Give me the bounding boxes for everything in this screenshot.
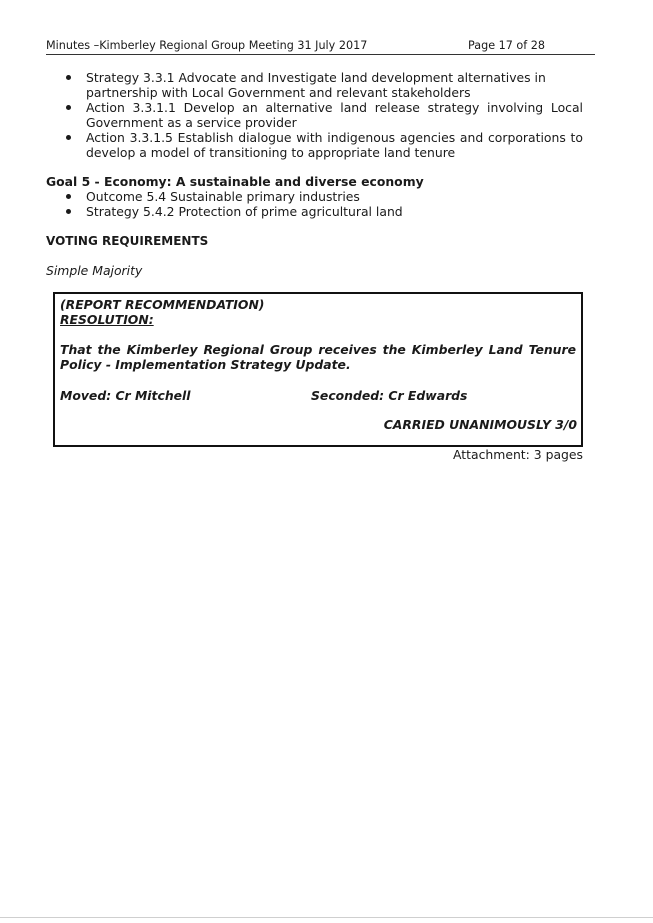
- list-item: [86, 100, 583, 130]
- header-title: Minutes –Kimberley Regional Group Meeting 31 July 2017: [46, 39, 368, 52]
- header-page-number: Page 17 of 28: [468, 39, 546, 52]
- resolution-label: RESOLUTION:: [60, 312, 154, 327]
- report-recommendation-label: (REPORT RECOMMENDATION): [60, 297, 265, 312]
- voting-requirements-heading: VOTING REQUIREMENTS: [46, 234, 209, 248]
- list-item: [86, 70, 583, 100]
- list-item-text: Action 3.3.1.5 Establish dialogue with indigenous agencies and corporations to develop a model of transitioning to appropriate land tenure: [86, 130, 583, 160]
- seconded-by: Seconded: Cr Edwards: [311, 388, 468, 403]
- voting-requirement-value: Simple Majority: [46, 263, 143, 278]
- list-item: [86, 189, 583, 204]
- list-item: [86, 130, 583, 160]
- attachment-note: Attachment: 3 pages: [453, 447, 583, 462]
- page-bottom-divider: [0, 917, 653, 918]
- resolution-text: That the Kimberley Regional Group receives the Kimberley Land Tenure Policy - Implementation Strategy Update.: [60, 342, 576, 372]
- moved-by: Moved: Cr Mitchell: [60, 388, 191, 403]
- goal-list: [86, 189, 583, 219]
- list-item-text: Action 3.3.1.1 Develop an alternative land release strategy involving Local Government as a service provider: [86, 100, 583, 130]
- goal-heading: Goal 5 - Economy: A sustainable and diverse economy: [46, 174, 424, 189]
- list-item-text: Strategy 5.4.2 Protection of prime agricultural land: [86, 204, 403, 219]
- list-item: [86, 204, 583, 219]
- list-item-text: Outcome 5.4 Sustainable primary industries: [86, 189, 360, 204]
- strategy-list: [86, 70, 583, 160]
- page-header: [46, 38, 595, 55]
- resolution-box: [53, 292, 583, 447]
- vote-outcome: CARRIED UNANIMOUSLY 3/0: [383, 417, 577, 432]
- list-item-text: Strategy 3.3.1 Advocate and Investigate land development alternatives in partnership with Local Government and relevant stakeholders: [86, 70, 546, 100]
